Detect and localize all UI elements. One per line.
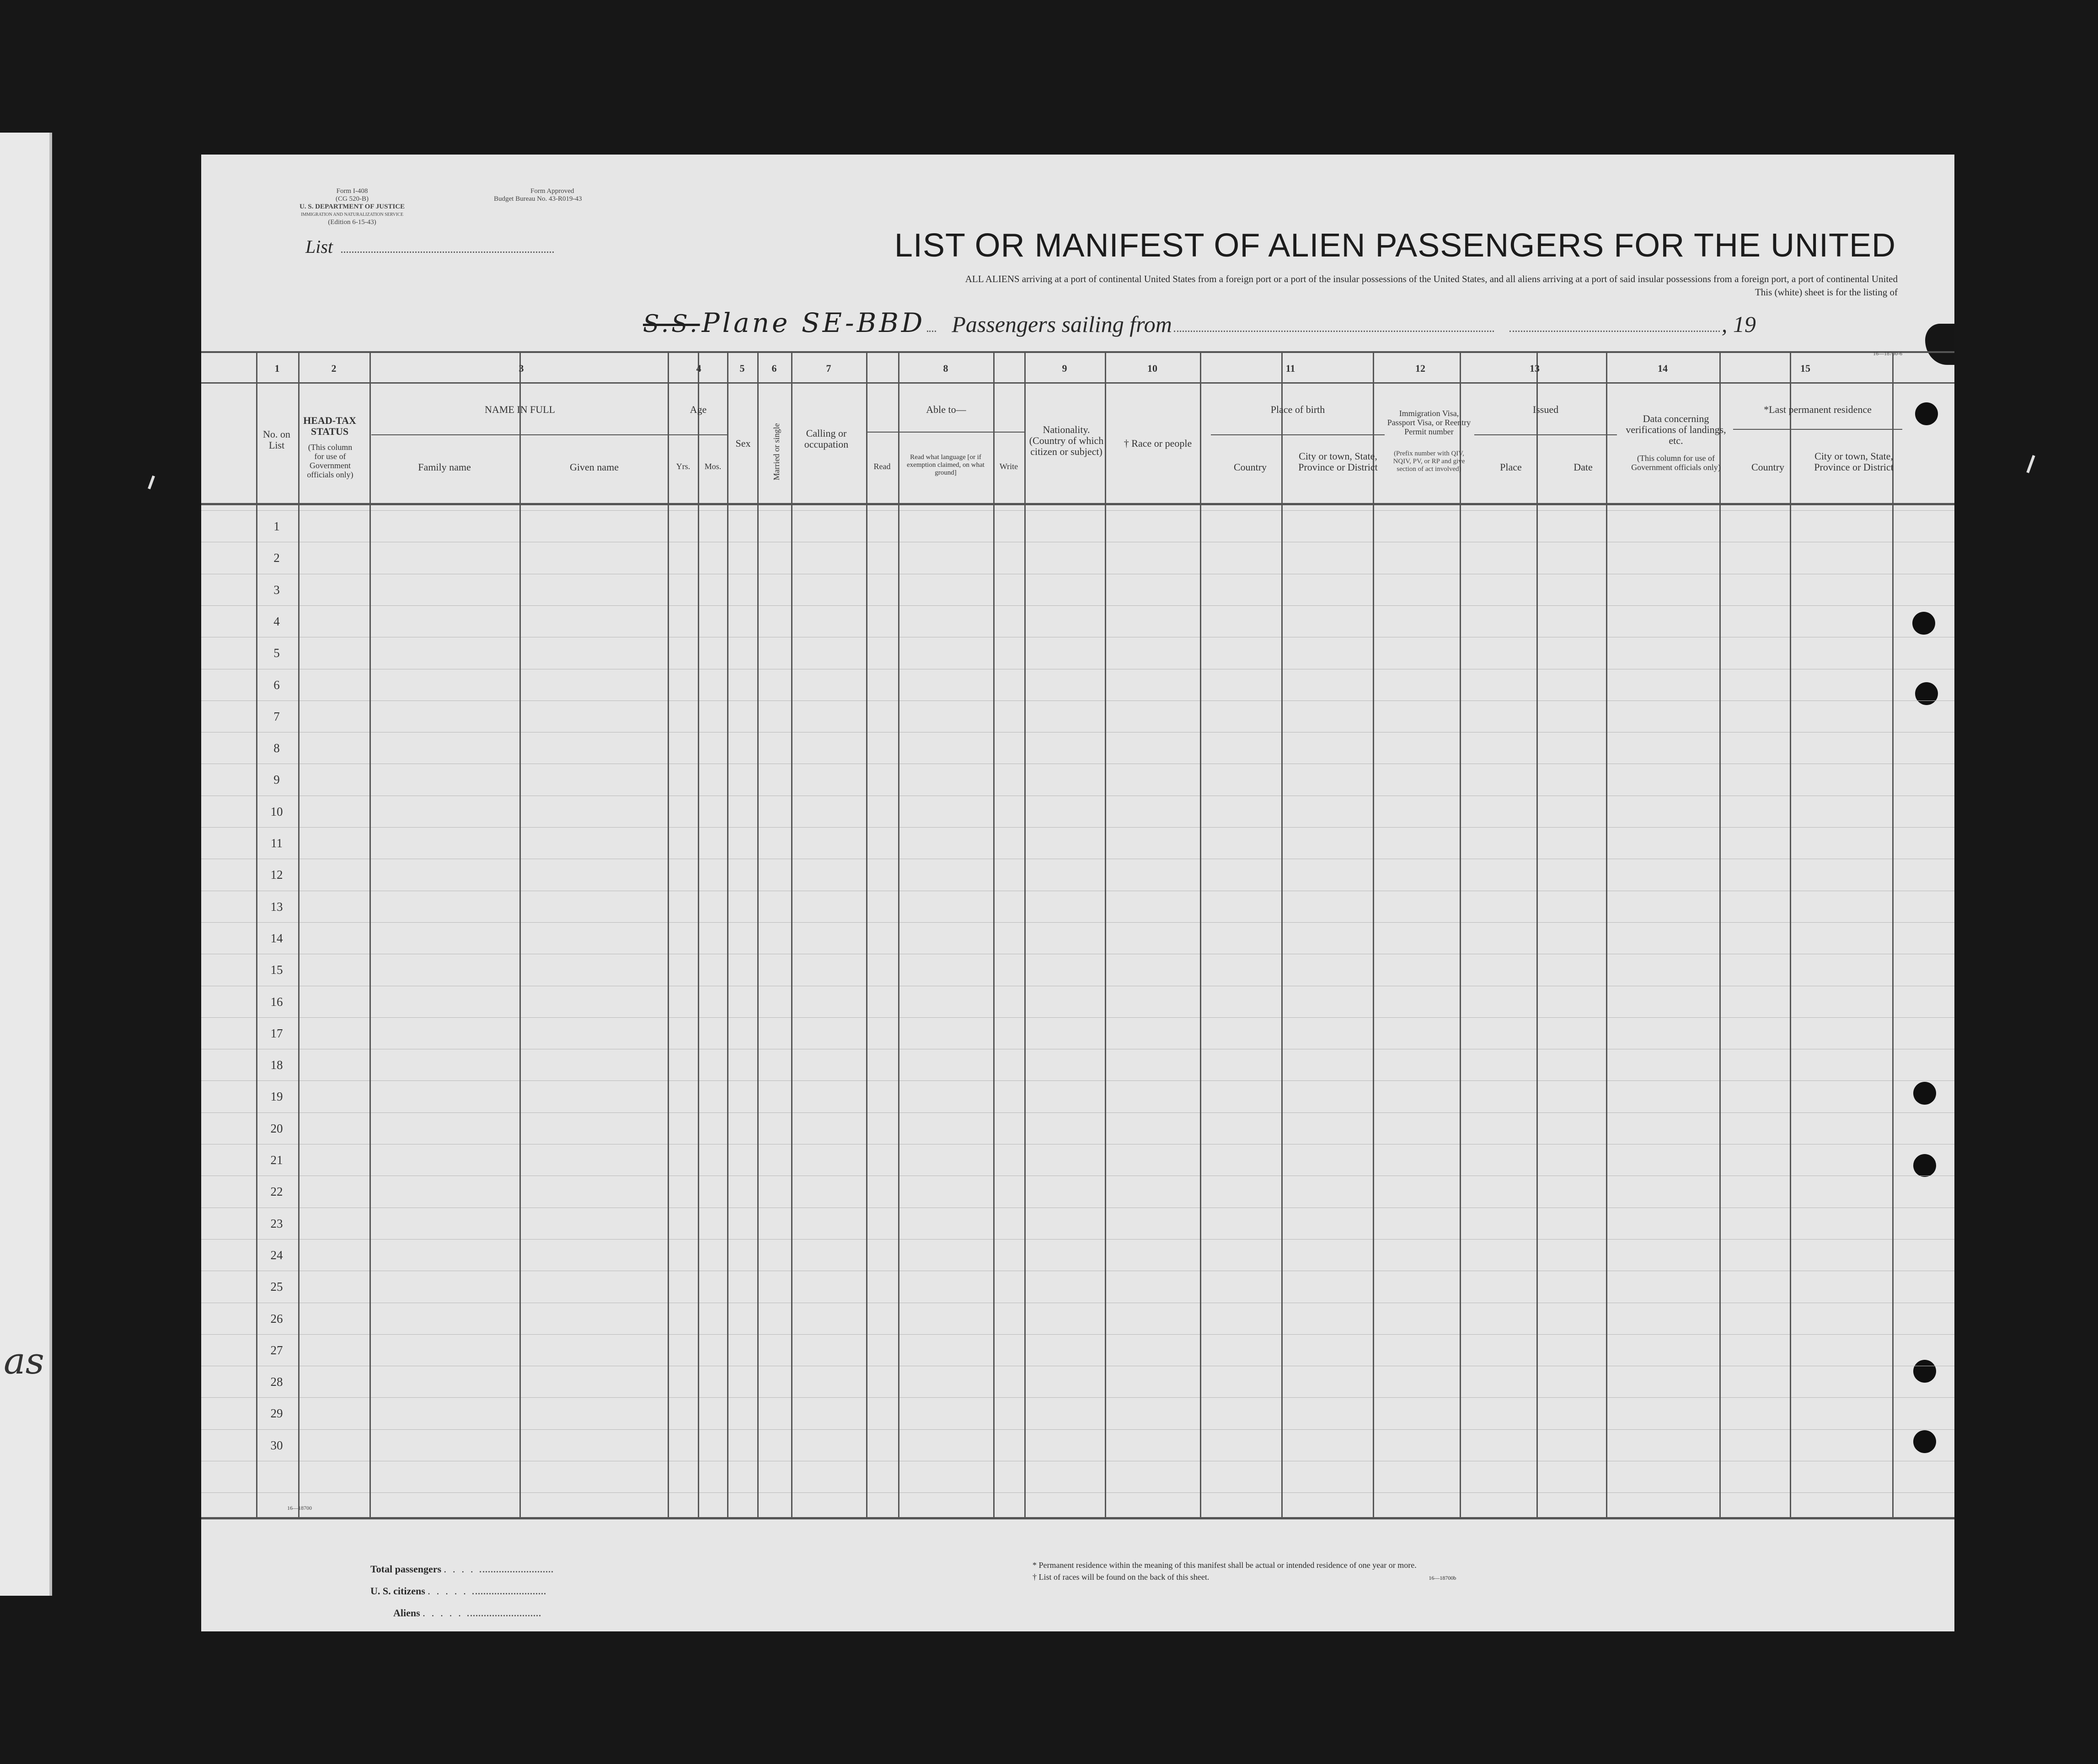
row-number: 22 <box>270 1185 283 1198</box>
row-number: 10 <box>270 805 283 818</box>
row-number: 9 <box>273 773 280 786</box>
column-number: 2 <box>331 363 337 374</box>
table-row-rule <box>201 922 1954 923</box>
total-passengers-row: Total passengers .... <box>370 1558 553 1580</box>
header-birth-city: City or town, State, Province or District <box>1298 450 1378 473</box>
header-race: † Race or people <box>1124 438 1192 449</box>
column-number: 14 <box>1658 363 1668 374</box>
header-issued-date: Date <box>1574 461 1593 473</box>
footnote-races-text: † List of races will be found on the back of this sheet. <box>1033 1572 1210 1582</box>
sailing-from-label: Passengers sailing from <box>952 311 1172 337</box>
header-married: Married or single <box>772 423 781 481</box>
department: U. S. DEPARTMENT OF JUSTICE <box>299 203 405 210</box>
table-column-rule <box>298 351 300 1517</box>
form-number: Form I-408 <box>336 187 368 195</box>
table-column-rule <box>1200 351 1201 1517</box>
header-calling: Calling or occupation <box>804 428 849 450</box>
header-read: Read <box>873 462 891 471</box>
adjacent-page-strip <box>0 133 52 1596</box>
manifest-sheet <box>201 155 1954 1631</box>
row-number: 17 <box>270 1026 283 1040</box>
form-cg-number: (CG 520-B) <box>335 195 369 203</box>
manifest-table <box>201 155 1954 1631</box>
header-able-to: Able to— <box>926 404 966 415</box>
footnote-residence: * Permanent residence within the meaning of this manifest shall be actual or intended residence of one year or more. <box>1033 1561 1417 1570</box>
table-column-rule <box>1790 351 1791 1517</box>
table-row-rule <box>1211 434 1385 435</box>
column-number: 9 <box>1062 363 1067 374</box>
row-number: 20 <box>270 1122 283 1135</box>
page-title: LIST OR MANIFEST OF ALIEN PASSENGERS FOR THE UNITED <box>894 227 1896 264</box>
header-issued: Issued <box>1532 404 1559 415</box>
table-column-rule <box>1536 351 1538 1517</box>
row-number: 29 <box>270 1406 283 1420</box>
table-row-rule <box>201 1112 1954 1113</box>
subtitle-line-2: This (white) sheet is for the listing of <box>1755 287 1898 298</box>
header-given-name: Given name <box>570 461 619 473</box>
header-age: Age <box>690 404 707 415</box>
us-citizens-row: U. S. citizens ..... <box>370 1580 553 1602</box>
header-read-language: Read what language [or if exemption claimed, on what ground] <box>907 454 985 476</box>
column-number: 3 <box>519 363 524 374</box>
table-row-rule <box>201 510 1954 511</box>
edition: (Edition 6-15-43) <box>328 219 376 226</box>
adjacent-page-fragment: as <box>4 1340 44 1382</box>
row-number: 24 <box>270 1248 283 1262</box>
budget-bureau: Budget Bureau No. 43-R019-43 <box>494 195 582 203</box>
header-issued-place: Place <box>1500 461 1522 473</box>
row-number: 13 <box>270 900 283 914</box>
header-sex: Sex <box>735 438 751 449</box>
row-number: 1 <box>273 519 280 533</box>
column-number: 10 <box>1147 363 1157 374</box>
header-head-tax-note: (This column for use of Government officials only) <box>307 443 353 479</box>
aliens-label: Aliens <box>393 1607 420 1619</box>
table-column-rule <box>993 351 995 1517</box>
table-column-rule <box>1281 351 1283 1517</box>
table-column-rule <box>866 351 867 1517</box>
column-number: 12 <box>1415 363 1425 374</box>
table-column-rule <box>898 351 899 1517</box>
column-number: 8 <box>943 363 948 374</box>
table-row-rule <box>201 1239 1954 1240</box>
table-row-rule <box>201 1080 1954 1081</box>
table-column-rule <box>668 351 669 1517</box>
struck-ss: S.S. <box>643 310 700 338</box>
column-number: 5 <box>739 363 745 374</box>
table-row-rule <box>201 605 1954 606</box>
table-column-rule <box>757 351 759 1517</box>
row-number: 12 <box>270 868 283 882</box>
table-column-rule <box>519 351 521 1517</box>
table-row-rule <box>201 827 1954 828</box>
table-column-rule <box>1105 351 1106 1517</box>
list-label: List <box>305 236 333 257</box>
total-passengers-label: Total passengers <box>370 1563 442 1575</box>
header-visa-note: (Prefix number with QIV, NQIV, PV, or RP and give section of act involved) <box>1393 450 1465 473</box>
table-column-rule <box>1606 351 1607 1517</box>
header-birth-country: Country <box>1233 461 1267 473</box>
totals-block <box>370 1558 553 1624</box>
column-number: 7 <box>826 363 831 374</box>
row-number: 19 <box>270 1090 283 1103</box>
service: IMMIGRATION AND NATURALIZATION SERVICE <box>301 212 403 217</box>
table-row-rule <box>201 1397 1954 1398</box>
table-column-rule <box>727 351 728 1517</box>
table-row-rule <box>201 382 1954 384</box>
table-row-rule <box>201 1334 1954 1335</box>
vessel-name: Plane SE-BBD <box>701 307 926 338</box>
table-column-rule <box>698 351 699 1517</box>
header-family-name: Family name <box>418 461 471 473</box>
row-number: 7 <box>273 710 280 723</box>
row-number: 25 <box>270 1280 283 1294</box>
table-row-rule <box>201 1517 1954 1519</box>
table-row-rule <box>201 1429 1954 1430</box>
aliens-row: Aliens ..... <box>370 1602 553 1624</box>
aliens-field <box>467 1615 541 1616</box>
header-data-concerning: Data concerning verifications of landings, etc. <box>1626 413 1726 446</box>
row-number: 3 <box>273 583 280 597</box>
row-number: 16 <box>270 995 283 1009</box>
print-code-right: 16—18700-6 <box>1873 350 1902 357</box>
row-number: 23 <box>270 1217 283 1230</box>
row-number: 11 <box>271 836 283 850</box>
header-write: Write <box>999 462 1018 471</box>
table-column-rule <box>1373 351 1374 1517</box>
table-row-rule <box>201 1017 1954 1018</box>
row-number: 4 <box>273 615 280 628</box>
footnotes <box>1033 1559 1456 1584</box>
header-no-on-list: No. on List <box>263 428 290 451</box>
column-number: 13 <box>1530 363 1540 374</box>
table-row-rule <box>201 351 1954 353</box>
row-number: 8 <box>273 741 280 755</box>
row-number: 26 <box>270 1312 283 1326</box>
row-number: 18 <box>270 1058 283 1072</box>
table-row-rule <box>867 432 1025 433</box>
form-approved: Form Approved <box>530 187 574 195</box>
row-number: 30 <box>270 1438 283 1452</box>
header-visa: Immigration Visa, Passport Visa, or Reentry Permit number <box>1387 409 1471 436</box>
year-prefix: , 19 <box>1721 311 1756 337</box>
table-row-rule <box>201 1492 1954 1493</box>
row-number: 5 <box>273 646 280 660</box>
header-mos: Mos. <box>704 462 722 471</box>
table-column-rule <box>369 382 371 503</box>
footnote-races <box>1033 1571 1456 1584</box>
us-citizens-field <box>472 1593 546 1594</box>
header-name-in-full: NAME IN FULL <box>485 404 555 415</box>
row-number: 6 <box>273 678 280 692</box>
table-row-rule <box>201 700 1954 701</box>
footnote-code: 16—18700b <box>1429 1575 1456 1581</box>
row-number: 14 <box>270 931 283 945</box>
table-row-rule <box>1474 434 1617 435</box>
column-number: 11 <box>1285 363 1295 374</box>
print-code-left: 16—18700 <box>287 1505 312 1511</box>
header-nationality: Nationality. (Country of which citizen or subject) <box>1029 424 1104 457</box>
column-number: 15 <box>1800 363 1810 374</box>
header-last-residence: *Last permanent residence <box>1764 404 1872 415</box>
table-row-rule <box>1733 429 1902 430</box>
header-data-note: (This column for use of Government officials only) <box>1631 454 1721 472</box>
row-number: 28 <box>270 1375 283 1389</box>
row-number: 27 <box>270 1343 283 1357</box>
row-number: 2 <box>273 551 280 565</box>
table-column-rule <box>1024 351 1026 1517</box>
total-passengers-field <box>480 1571 553 1572</box>
table-column-rule <box>369 351 371 1517</box>
header-res-city: City or town, State, Province or District <box>1814 450 1894 473</box>
margin-mark <box>2026 455 2035 473</box>
margin-mark <box>148 476 155 489</box>
header-place-of-birth: Place of birth <box>1270 404 1325 415</box>
table-column-rule <box>1460 351 1461 1517</box>
header-yrs: Yrs. <box>676 462 690 471</box>
table-column-rule <box>791 351 792 1517</box>
column-number: 4 <box>696 363 701 374</box>
us-citizens-label: U. S. citizens <box>370 1585 425 1597</box>
header-res-country: Country <box>1751 461 1785 473</box>
table-column-rule <box>1892 351 1894 1517</box>
table-row-rule <box>201 503 1954 505</box>
subtitle-line-1: ALL ALIENS arriving at a port of continental United States from a foreign port or a port of the insular possessions of the United States, and all aliens arriving at a port of said insular possessions from a foreign port, a port of continental United <box>965 273 1898 284</box>
row-number: 21 <box>270 1153 283 1167</box>
header-head-tax: HEAD-TAX STATUS <box>303 415 356 437</box>
table-column-rule <box>1719 351 1721 1517</box>
row-number: 15 <box>270 963 283 977</box>
column-number: 6 <box>771 363 777 374</box>
column-number: 1 <box>274 363 280 374</box>
